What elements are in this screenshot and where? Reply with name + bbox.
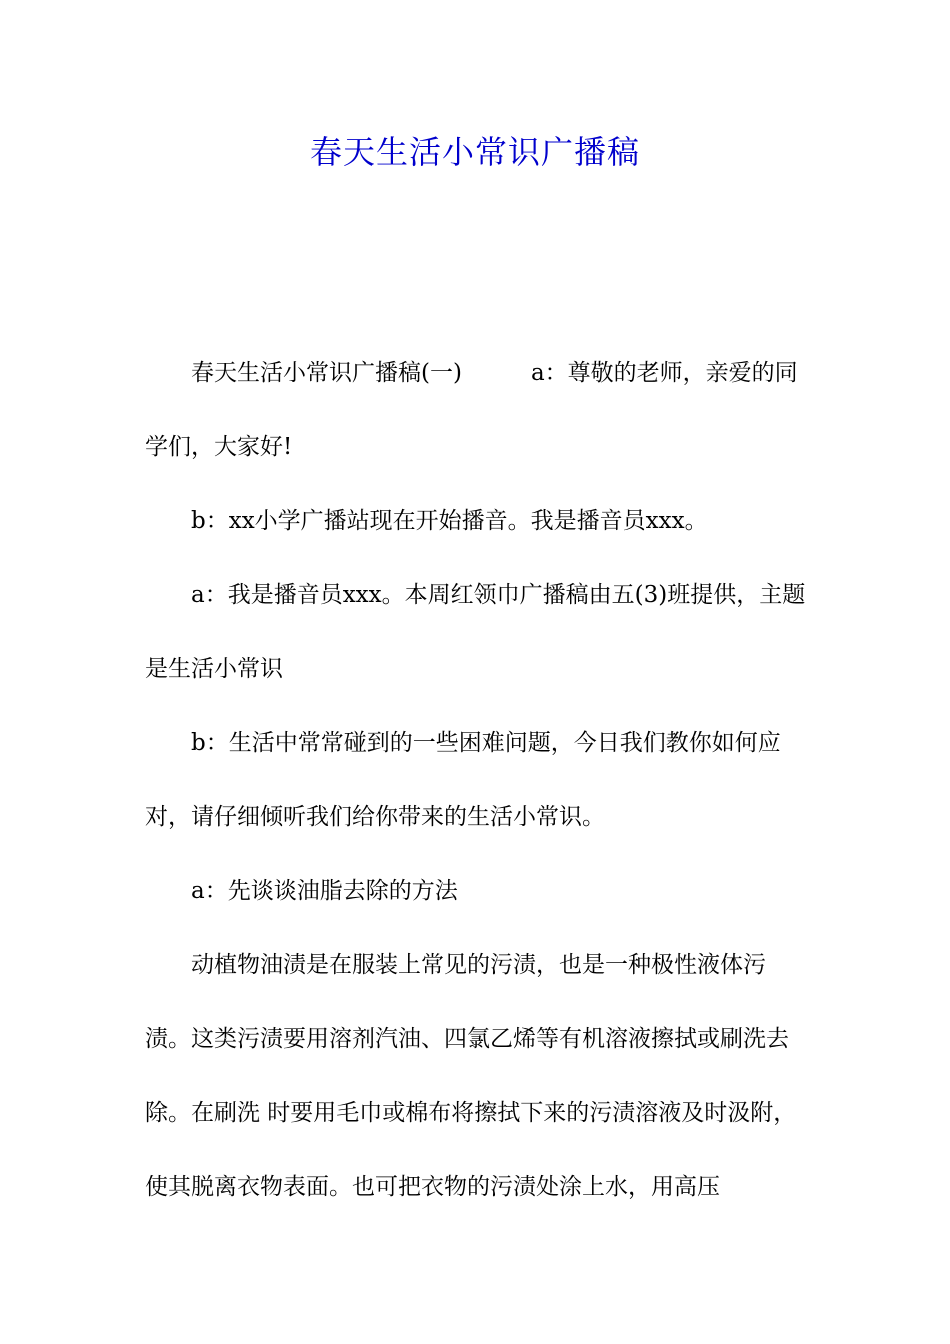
paragraph-4: b：生活中常常碰到的一些困难问题，今日我们教你如何应对，请仔细倾听我们给你带来的生活小常识。 [145, 730, 781, 830]
paragraph-2: b：xx小学广播站现在开始播音。我是播音员xxx。 [191, 508, 708, 534]
paragraph-6: 动植物油渍是在服装上常见的污渍，也是一种极性液体污渍。这类污渍要用溶剂汽油、四氯乙烯等有机溶液擦拭或刷洗去除。在刷洗 时要用毛巾或棉布将擦拭下来的污渍溶液及时汲附，使其脱离衣物表面。也可把衣物的污渍处涂上水，用高压 [145, 952, 797, 1200]
paragraph-1: 春天生活小常识广播稿(一) a：尊敬的老师，亲爱的同学们，大家好! [145, 360, 798, 460]
document-title: 春天生活小常识广播稿 [309, 133, 640, 171]
document-body [145, 336, 810, 1224]
paragraph-5: a：先谈谈油脂去除的方法 [191, 878, 458, 904]
paragraph-3: a：我是播音员xxx。本周红领巾广播稿由五(3)班提供，主题是生活小常识 [145, 582, 806, 682]
